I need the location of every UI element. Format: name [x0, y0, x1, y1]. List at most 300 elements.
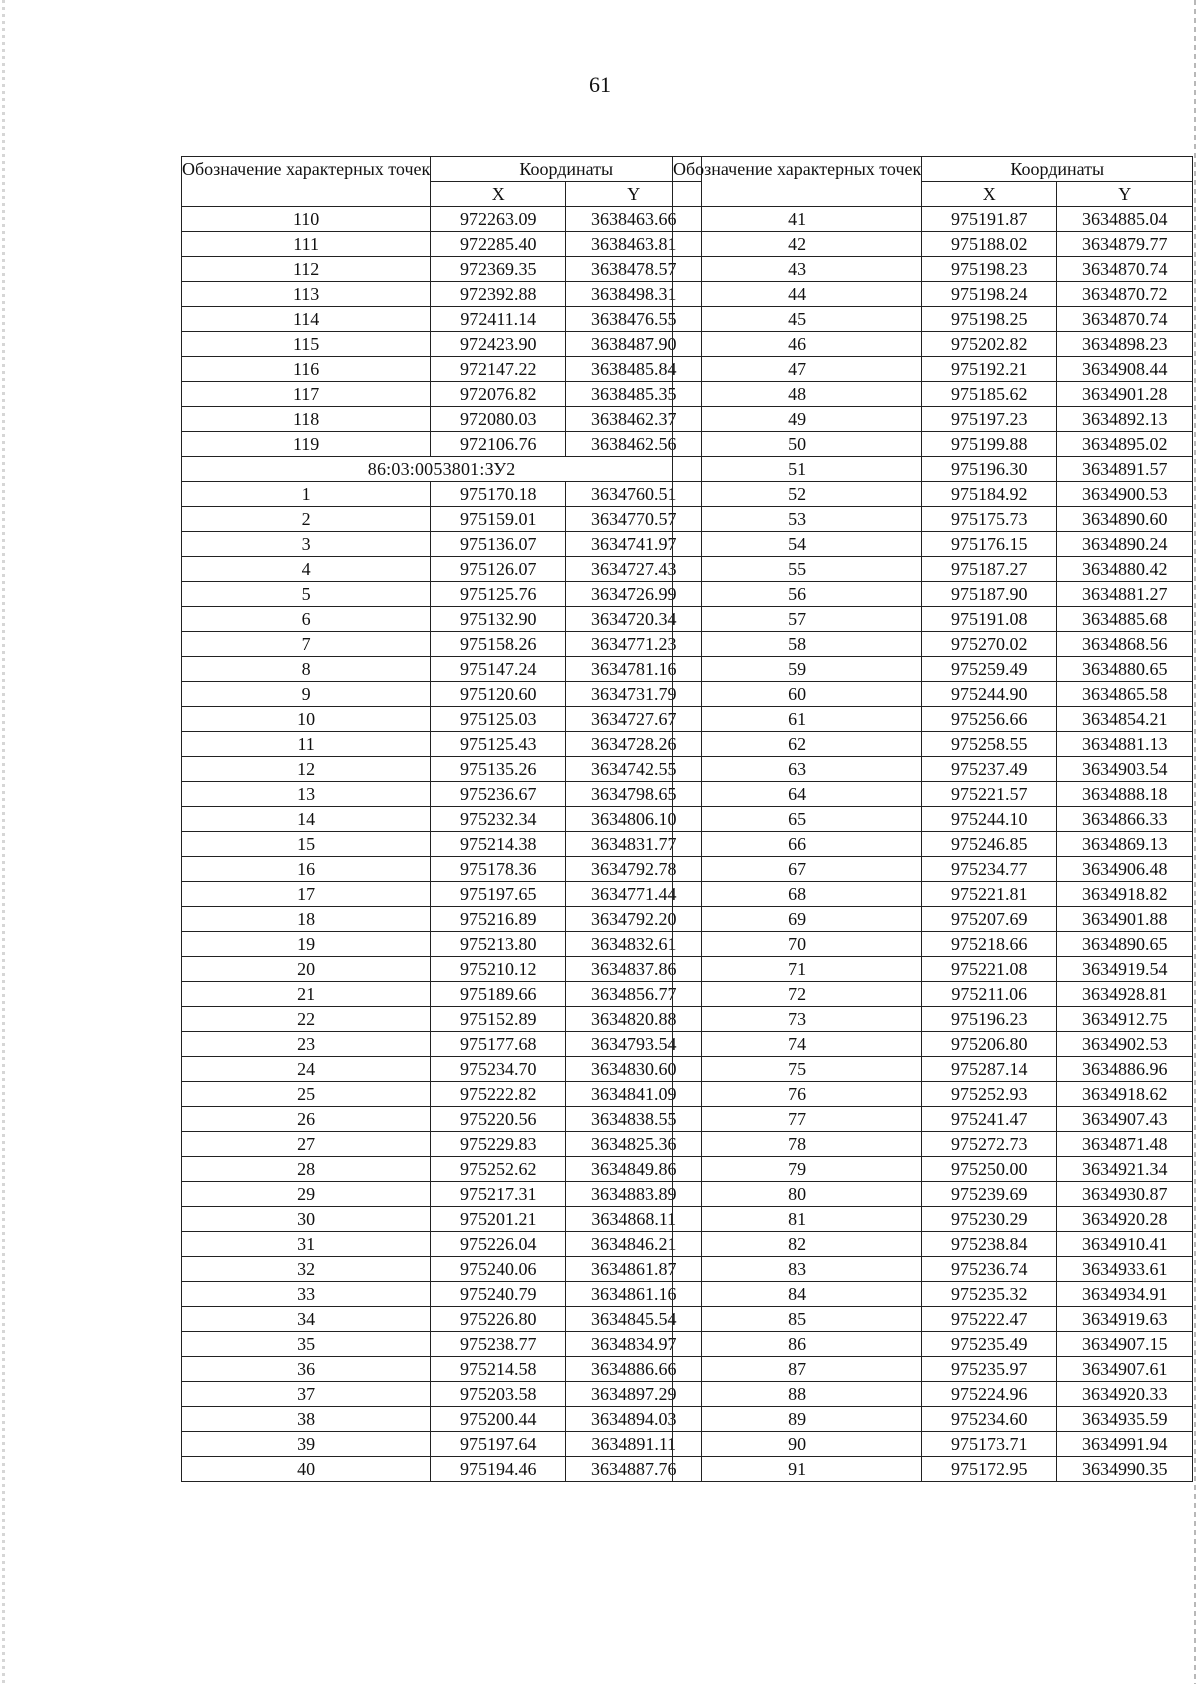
coord-x: 975158.26	[431, 632, 566, 657]
coord-x: 975252.93	[922, 1082, 1057, 1107]
coord-y: 3634890.24	[1057, 532, 1193, 557]
coord-x: 972106.76	[431, 432, 566, 457]
coord-y: 3638463.81	[566, 232, 702, 257]
coord-y: 3634891.57	[1057, 457, 1193, 482]
table-row	[673, 1032, 1193, 1057]
point-id: 113	[182, 282, 431, 307]
table-row	[182, 807, 702, 832]
point-id: 33	[182, 1282, 431, 1307]
coord-x: 975287.14	[922, 1057, 1057, 1082]
table-row	[182, 932, 702, 957]
coord-x: 975198.24	[922, 282, 1057, 307]
coord-x: 972076.82	[431, 382, 566, 407]
point-id: 28	[182, 1157, 431, 1182]
table-row	[673, 682, 1193, 707]
header-point-designation: Обозначение характерных точек	[182, 157, 431, 207]
point-id: 2	[182, 507, 431, 532]
table-row	[182, 1232, 702, 1257]
table-row	[673, 507, 1193, 532]
coord-x: 975152.89	[431, 1007, 566, 1032]
coord-x: 975191.87	[922, 207, 1057, 232]
coord-y: 3634907.43	[1057, 1107, 1193, 1132]
coord-x: 975200.44	[431, 1407, 566, 1432]
coord-x: 975126.07	[431, 557, 566, 582]
coord-y: 3638485.35	[566, 382, 702, 407]
table-row	[182, 532, 702, 557]
point-id: 56	[673, 582, 922, 607]
coord-y: 3634771.23	[566, 632, 702, 657]
coord-y: 3634742.55	[566, 757, 702, 782]
table-row	[673, 1157, 1193, 1182]
coord-x: 975234.77	[922, 857, 1057, 882]
coord-x: 975234.70	[431, 1057, 566, 1082]
table-row	[182, 1057, 702, 1082]
table-row	[673, 407, 1193, 432]
table-row	[182, 607, 702, 632]
point-id: 1	[182, 482, 431, 507]
header-y: Y	[1057, 182, 1193, 207]
coord-x: 975159.01	[431, 507, 566, 532]
coord-x: 975192.21	[922, 357, 1057, 382]
coord-y: 3634866.33	[1057, 807, 1193, 832]
coord-x: 975125.43	[431, 732, 566, 757]
coord-y: 3634837.86	[566, 957, 702, 982]
point-id: 118	[182, 407, 431, 432]
coord-y: 3634854.21	[1057, 707, 1193, 732]
point-id: 111	[182, 232, 431, 257]
table-row	[673, 982, 1193, 1007]
coord-y: 3634870.72	[1057, 282, 1193, 307]
table-row	[182, 1332, 702, 1357]
table-row	[182, 707, 702, 732]
table-group-row	[182, 457, 702, 482]
table-row	[673, 1207, 1193, 1232]
coord-y: 3634920.28	[1057, 1207, 1193, 1232]
point-id: 52	[673, 482, 922, 507]
point-id: 119	[182, 432, 431, 457]
table-row	[673, 857, 1193, 882]
point-id: 83	[673, 1257, 922, 1282]
coord-x: 975234.60	[922, 1407, 1057, 1432]
coord-x: 975236.74	[922, 1257, 1057, 1282]
point-id: 39	[182, 1432, 431, 1457]
point-id: 62	[673, 732, 922, 757]
table-row	[673, 932, 1193, 957]
coord-x: 975120.60	[431, 682, 566, 707]
point-id: 37	[182, 1382, 431, 1407]
coord-y: 3634880.42	[1057, 557, 1193, 582]
coord-x: 975235.49	[922, 1332, 1057, 1357]
point-id: 19	[182, 932, 431, 957]
coord-x: 975135.26	[431, 757, 566, 782]
coord-y: 3638498.31	[566, 282, 702, 307]
table-row	[673, 532, 1193, 557]
coord-x: 972263.09	[431, 207, 566, 232]
coord-y: 3634881.13	[1057, 732, 1193, 757]
coord-x: 975238.77	[431, 1332, 566, 1357]
coord-y: 3634886.96	[1057, 1057, 1193, 1082]
point-id: 70	[673, 932, 922, 957]
coord-y: 3634798.65	[566, 782, 702, 807]
coord-y: 3634871.48	[1057, 1132, 1193, 1157]
point-id: 77	[673, 1107, 922, 1132]
header-x: X	[431, 182, 566, 207]
point-id: 24	[182, 1057, 431, 1082]
coord-y: 3634902.53	[1057, 1032, 1193, 1057]
point-id: 76	[673, 1082, 922, 1107]
table-row	[673, 957, 1193, 982]
header-point-designation: Обозначение характерных точек	[673, 157, 922, 207]
point-id: 81	[673, 1207, 922, 1232]
coord-x: 972147.22	[431, 357, 566, 382]
coord-x: 975216.89	[431, 907, 566, 932]
table-row	[673, 882, 1193, 907]
point-id: 67	[673, 857, 922, 882]
table-row	[182, 307, 702, 332]
table-row	[182, 1132, 702, 1157]
coord-y: 3634900.53	[1057, 482, 1193, 507]
coord-x: 975203.58	[431, 1382, 566, 1407]
coord-x: 975210.12	[431, 957, 566, 982]
coord-x: 975240.79	[431, 1282, 566, 1307]
point-id: 68	[673, 882, 922, 907]
coord-x: 975170.18	[431, 482, 566, 507]
coord-y: 3638462.37	[566, 407, 702, 432]
coord-y: 3634870.74	[1057, 257, 1193, 282]
coord-y: 3634865.58	[1057, 682, 1193, 707]
table-row	[673, 1232, 1193, 1257]
coord-x: 972392.88	[431, 282, 566, 307]
table-row	[673, 307, 1193, 332]
table-row	[673, 432, 1193, 457]
table-row	[182, 1457, 702, 1482]
coord-y: 3634792.78	[566, 857, 702, 882]
coord-y: 3634881.27	[1057, 582, 1193, 607]
point-id: 14	[182, 807, 431, 832]
point-id: 44	[673, 282, 922, 307]
page-number: 61	[589, 72, 611, 97]
coord-x: 972285.40	[431, 232, 566, 257]
point-id: 32	[182, 1257, 431, 1282]
point-id: 35	[182, 1332, 431, 1357]
coord-x: 975176.15	[922, 532, 1057, 557]
point-id: 79	[673, 1157, 922, 1182]
table-row	[673, 807, 1193, 832]
coord-x: 975125.76	[431, 582, 566, 607]
table-row	[182, 207, 702, 232]
table-row	[182, 832, 702, 857]
header-y: Y	[566, 182, 702, 207]
table-row	[182, 1282, 702, 1307]
table-row	[182, 1432, 702, 1457]
coord-y: 3634760.51	[566, 482, 702, 507]
table-row	[182, 1382, 702, 1407]
point-id: 48	[673, 382, 922, 407]
table-row	[182, 907, 702, 932]
coord-y: 3634888.18	[1057, 782, 1193, 807]
table-row	[182, 632, 702, 657]
point-id: 75	[673, 1057, 922, 1082]
table-row	[182, 882, 702, 907]
table-row	[182, 1032, 702, 1057]
coord-y: 3634921.34	[1057, 1157, 1193, 1182]
coord-x: 975220.56	[431, 1107, 566, 1132]
point-id: 12	[182, 757, 431, 782]
coord-y: 3634849.86	[566, 1157, 702, 1182]
point-id: 41	[673, 207, 922, 232]
coordinates-table-right	[672, 156, 1193, 1482]
coord-y: 3634883.89	[566, 1182, 702, 1207]
coord-y: 3634907.61	[1057, 1357, 1193, 1382]
coord-y: 3638478.57	[566, 257, 702, 282]
scan-edge-left	[2, 0, 5, 1684]
point-id: 13	[182, 782, 431, 807]
point-id: 60	[673, 682, 922, 707]
coord-y: 3634991.94	[1057, 1432, 1193, 1457]
coord-y: 3634897.29	[566, 1382, 702, 1407]
coord-y: 3634890.65	[1057, 932, 1193, 957]
coord-y: 3634901.28	[1057, 382, 1193, 407]
coord-y: 3634726.99	[566, 582, 702, 607]
coord-x: 975207.69	[922, 907, 1057, 932]
coord-x: 975213.80	[431, 932, 566, 957]
coord-y: 3638487.90	[566, 332, 702, 357]
coord-y: 3634846.21	[566, 1232, 702, 1257]
coord-y: 3634903.54	[1057, 757, 1193, 782]
table-row	[182, 1107, 702, 1132]
table-row	[673, 357, 1193, 382]
point-id: 69	[673, 907, 922, 932]
table-row	[182, 857, 702, 882]
table-row	[673, 1432, 1193, 1457]
coord-x: 975125.03	[431, 707, 566, 732]
coord-x: 975202.82	[922, 332, 1057, 357]
point-id: 90	[673, 1432, 922, 1457]
point-id: 61	[673, 707, 922, 732]
point-id: 47	[673, 357, 922, 382]
table-row	[182, 382, 702, 407]
point-id: 112	[182, 257, 431, 282]
table-row	[182, 582, 702, 607]
coord-x: 975206.80	[922, 1032, 1057, 1057]
table-row	[673, 457, 1193, 482]
table-row	[673, 782, 1193, 807]
table-row	[673, 1282, 1193, 1307]
point-id: 18	[182, 907, 431, 932]
coord-x: 975236.67	[431, 782, 566, 807]
coord-x: 972080.03	[431, 407, 566, 432]
table-row	[182, 1082, 702, 1107]
point-id: 30	[182, 1207, 431, 1232]
coord-y: 3634792.20	[566, 907, 702, 932]
table-row	[673, 1357, 1193, 1382]
coord-x: 975199.88	[922, 432, 1057, 457]
coord-x: 975196.30	[922, 457, 1057, 482]
table-row	[673, 1007, 1193, 1032]
point-id: 84	[673, 1282, 922, 1307]
coord-y: 3638463.66	[566, 207, 702, 232]
coord-x: 975175.73	[922, 507, 1057, 532]
point-id: 82	[673, 1232, 922, 1257]
table-row	[673, 607, 1193, 632]
point-id: 42	[673, 232, 922, 257]
coord-y: 3634856.77	[566, 982, 702, 1007]
coord-y: 3634741.97	[566, 532, 702, 557]
table-row	[673, 582, 1193, 607]
coord-y: 3634895.02	[1057, 432, 1193, 457]
point-id: 86	[673, 1332, 922, 1357]
table-row	[673, 1132, 1193, 1157]
coord-x: 975258.55	[922, 732, 1057, 757]
coord-x: 975178.36	[431, 857, 566, 882]
coord-y: 3634869.13	[1057, 832, 1193, 857]
table-row	[182, 1357, 702, 1382]
coord-y: 3634838.55	[566, 1107, 702, 1132]
point-id: 25	[182, 1082, 431, 1107]
point-id: 53	[673, 507, 922, 532]
coord-x: 975197.65	[431, 882, 566, 907]
coord-x: 975187.90	[922, 582, 1057, 607]
point-id: 26	[182, 1107, 431, 1132]
table-row	[182, 657, 702, 682]
coord-x: 975259.49	[922, 657, 1057, 682]
coord-y: 3634894.03	[566, 1407, 702, 1432]
coord-y: 3634919.54	[1057, 957, 1193, 982]
table-row	[182, 957, 702, 982]
coord-y: 3634887.76	[566, 1457, 702, 1482]
coord-y: 3634919.63	[1057, 1307, 1193, 1332]
coord-x: 975214.58	[431, 1357, 566, 1382]
table-row	[673, 1257, 1193, 1282]
point-id: 29	[182, 1182, 431, 1207]
table-row	[673, 482, 1193, 507]
coord-y: 3634908.44	[1057, 357, 1193, 382]
point-id: 36	[182, 1357, 431, 1382]
table-row	[182, 432, 702, 457]
point-id: 11	[182, 732, 431, 757]
point-id: 73	[673, 1007, 922, 1032]
table-row	[673, 832, 1193, 857]
coord-y: 3634933.61	[1057, 1257, 1193, 1282]
point-id: 17	[182, 882, 431, 907]
table-row	[182, 1257, 702, 1282]
coord-y: 3634861.87	[566, 1257, 702, 1282]
coord-x: 975230.29	[922, 1207, 1057, 1232]
table-row	[182, 1407, 702, 1432]
coord-x: 975184.92	[922, 482, 1057, 507]
table-row	[673, 657, 1193, 682]
point-id: 71	[673, 957, 922, 982]
coord-y: 3634930.87	[1057, 1182, 1193, 1207]
coord-x: 975217.31	[431, 1182, 566, 1207]
table-row	[673, 907, 1193, 932]
table-row	[673, 1082, 1193, 1107]
table-row	[673, 232, 1193, 257]
table-row	[673, 1407, 1193, 1432]
table-row	[182, 507, 702, 532]
coord-x: 975224.96	[922, 1382, 1057, 1407]
coord-x: 975187.27	[922, 557, 1057, 582]
point-id: 49	[673, 407, 922, 432]
coord-y: 3634907.15	[1057, 1332, 1193, 1357]
point-id: 6	[182, 607, 431, 632]
coord-y: 3634885.68	[1057, 607, 1193, 632]
point-id: 110	[182, 207, 431, 232]
coord-x: 975252.62	[431, 1157, 566, 1182]
coord-x: 975244.10	[922, 807, 1057, 832]
table-row	[182, 257, 702, 282]
coord-y: 3634861.16	[566, 1282, 702, 1307]
coord-y: 3634832.61	[566, 932, 702, 957]
table-row	[673, 1107, 1193, 1132]
table-row	[673, 557, 1193, 582]
point-id: 51	[673, 457, 922, 482]
point-id: 7	[182, 632, 431, 657]
coord-y: 3634728.26	[566, 732, 702, 757]
coord-y: 3634727.67	[566, 707, 702, 732]
coord-y: 3634901.88	[1057, 907, 1193, 932]
coord-x: 975241.47	[922, 1107, 1057, 1132]
table-row	[182, 782, 702, 807]
point-id: 65	[673, 807, 922, 832]
coord-x: 975189.66	[431, 982, 566, 1007]
coord-x: 975136.07	[431, 532, 566, 557]
coord-y: 3634886.66	[566, 1357, 702, 1382]
point-id: 9	[182, 682, 431, 707]
coord-y: 3634910.41	[1057, 1232, 1193, 1257]
point-id: 23	[182, 1032, 431, 1057]
point-id: 10	[182, 707, 431, 732]
coordinates-table-left	[181, 156, 702, 1482]
coord-y: 3634771.44	[566, 882, 702, 907]
coord-y: 3634820.88	[566, 1007, 702, 1032]
table-row	[182, 757, 702, 782]
table-row	[673, 732, 1193, 757]
coord-y: 3634935.59	[1057, 1407, 1193, 1432]
coord-x: 975221.57	[922, 782, 1057, 807]
coord-x: 975132.90	[431, 607, 566, 632]
table-row	[673, 1182, 1193, 1207]
coord-y: 3634727.43	[566, 557, 702, 582]
header-x: X	[922, 182, 1057, 207]
coord-x: 975185.62	[922, 382, 1057, 407]
coord-y: 3634731.79	[566, 682, 702, 707]
point-id: 115	[182, 332, 431, 357]
coord-y: 3634770.57	[566, 507, 702, 532]
coord-x: 972423.90	[431, 332, 566, 357]
point-id: 59	[673, 657, 922, 682]
table-row	[673, 632, 1193, 657]
coord-x: 972369.35	[431, 257, 566, 282]
coord-y: 3634793.54	[566, 1032, 702, 1057]
point-id: 66	[673, 832, 922, 857]
point-id: 114	[182, 307, 431, 332]
table-row	[673, 382, 1193, 407]
coord-y: 3638476.55	[566, 307, 702, 332]
point-id: 91	[673, 1457, 922, 1482]
coord-x: 975229.83	[431, 1132, 566, 1157]
table-row	[182, 982, 702, 1007]
point-id: 55	[673, 557, 922, 582]
point-id: 117	[182, 382, 431, 407]
table-row	[182, 1207, 702, 1232]
coord-y: 3634934.91	[1057, 1282, 1193, 1307]
point-id: 58	[673, 632, 922, 657]
coord-x: 975191.08	[922, 607, 1057, 632]
coord-y: 3634868.56	[1057, 632, 1193, 657]
coord-x: 975218.66	[922, 932, 1057, 957]
coord-x: 975173.71	[922, 1432, 1057, 1457]
